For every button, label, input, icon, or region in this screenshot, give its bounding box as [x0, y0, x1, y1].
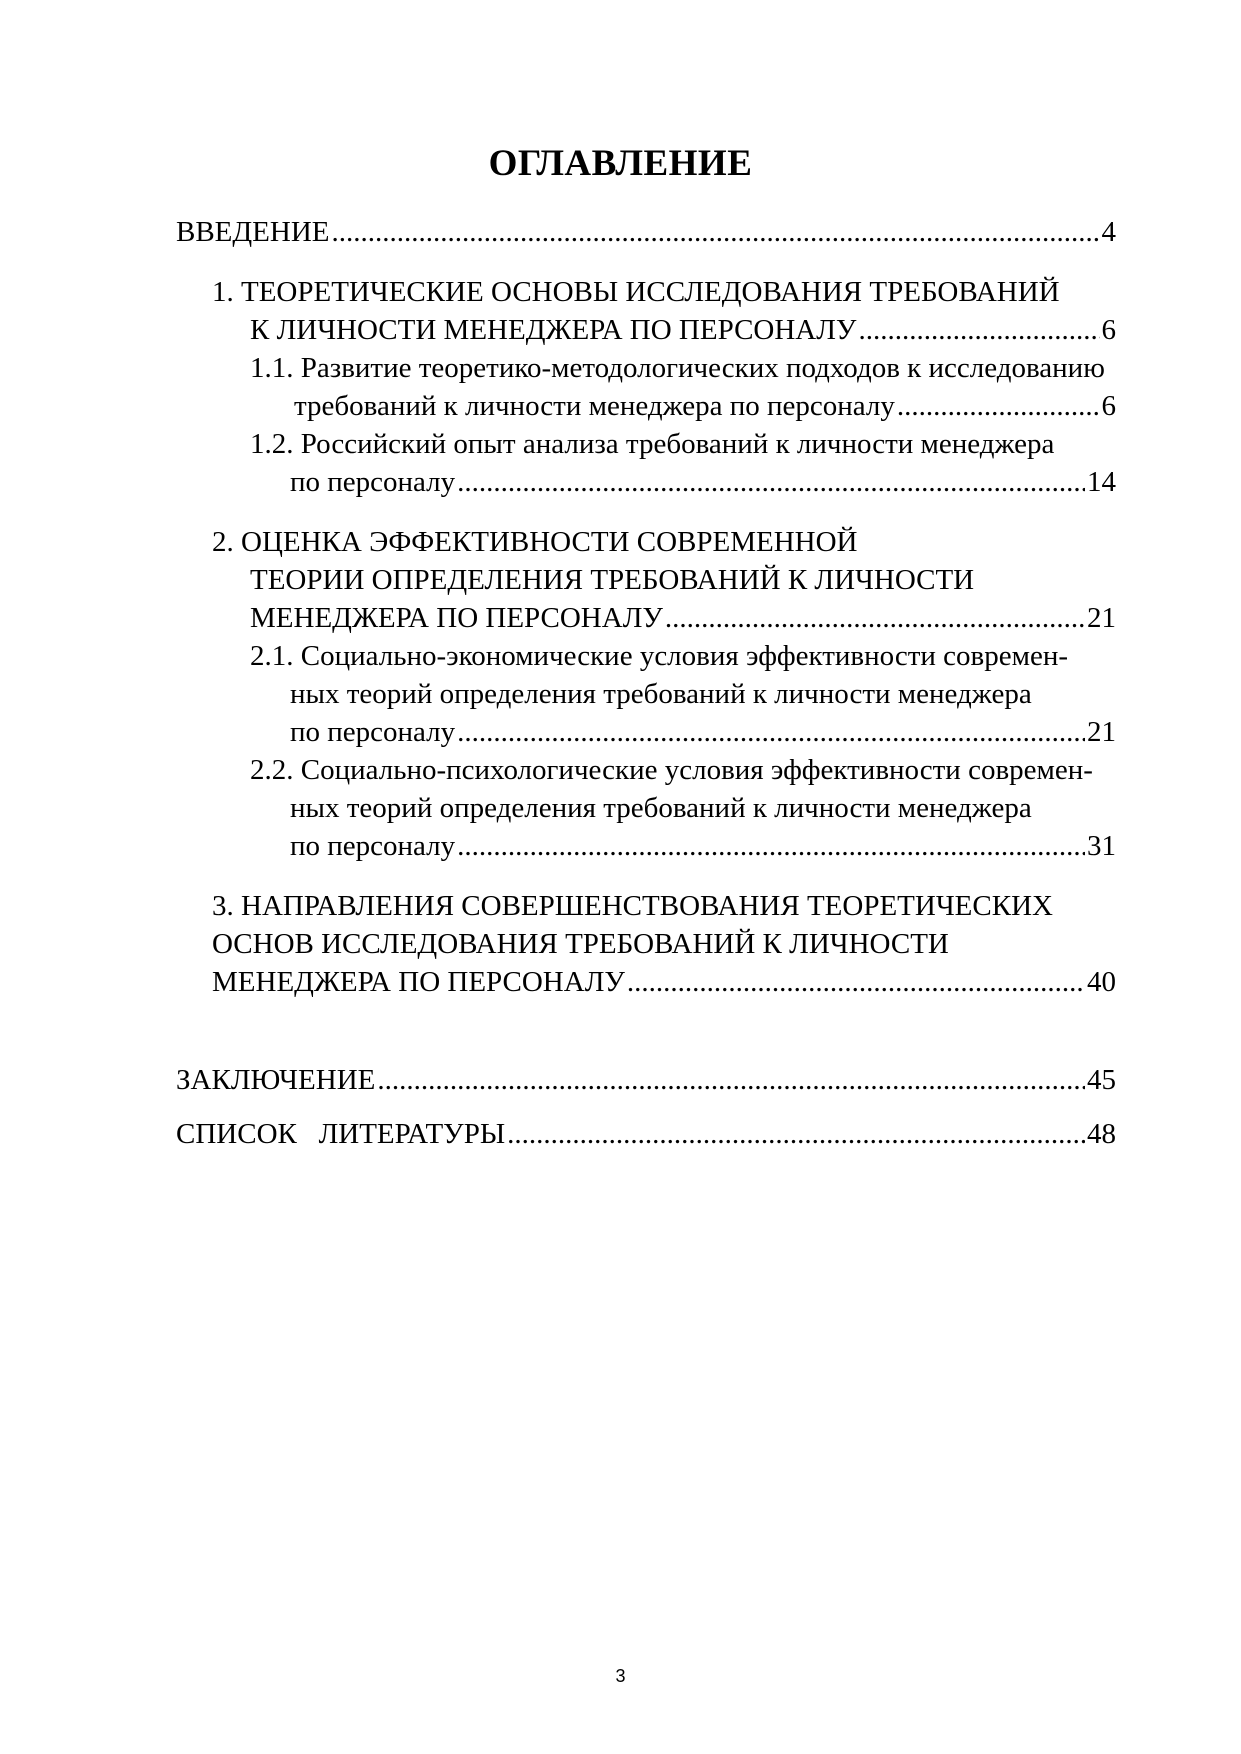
toc-page-number: 21 — [1087, 602, 1116, 634]
page-number: 3 — [615, 1666, 626, 1686]
toc-entry-text: требований к личности менеджера по персоналу — [294, 390, 895, 422]
toc-chapter-2-line2[interactable]: ТЕОРИИ ОПРЕДЕЛЕНИЯ ТРЕБОВАНИЙ К ЛИЧНОСТИ — [250, 564, 975, 596]
toc-page-number: 6 — [1101, 314, 1116, 346]
dot-leader — [665, 599, 1085, 637]
toc-chapter-1[interactable] — [176, 311, 1116, 349]
toc-section-2-1-line1[interactable]: 2.1. Социально-экономические условия эффективности современ- — [250, 640, 1069, 672]
toc-section-2-2-line2[interactable]: ных теорий определения требований к личности менеджера — [290, 792, 1032, 824]
toc-page-number: 14 — [1087, 466, 1116, 498]
toc-section-2-1[interactable] — [176, 713, 1116, 751]
dot-leader — [897, 387, 1100, 425]
toc-entry-text: МЕНЕДЖЕРА ПО ПЕРСОНАЛУ — [212, 966, 625, 998]
dot-leader — [377, 1061, 1085, 1099]
toc-chapter-3-line2[interactable]: ОСНОВ ИССЛЕДОВАНИЯ ТРЕБОВАНИЙ К ЛИЧНОСТИ — [212, 928, 949, 960]
toc-page-number: 21 — [1087, 716, 1116, 748]
toc-entry-text: по персоналу — [290, 716, 456, 748]
toc-page-number: 48 — [1087, 1118, 1116, 1150]
dot-leader — [457, 827, 1085, 865]
dot-leader — [457, 713, 1085, 751]
toc-section-1-1-line1[interactable]: 1.1. Развитие теоретико-методологических подходов к исследованию — [250, 352, 1105, 384]
toc-section-2-2-line1[interactable]: 2.2. Социально-психологические условия эффективности современ- — [250, 754, 1093, 786]
toc-chapter-2[interactable] — [176, 599, 1116, 637]
page-title: ОГЛАВЛЕНИЕ — [488, 143, 753, 184]
toc-page-number: 45 — [1087, 1064, 1116, 1096]
toc-page-number: 4 — [1101, 216, 1116, 248]
toc-chapter-3-line1[interactable]: 3. НАПРАВЛЕНИЯ СОВЕРШЕНСТВОВАНИЯ ТЕОРЕТИЧЕСКИХ — [212, 890, 1053, 922]
toc-entry-text: ЗАКЛЮЧЕНИЕ — [176, 1064, 376, 1096]
toc-section-1-1[interactable] — [176, 387, 1116, 425]
toc-chapter-1-line1[interactable]: 1. ТЕОРЕТИЧЕСКИЕ ОСНОВЫ ИССЛЕДОВАНИЯ ТРЕБОВАНИЙ — [212, 276, 1060, 308]
toc-entry-intro[interactable] — [176, 213, 1116, 251]
toc-entry-text: ВВЕДЕНИЕ — [176, 216, 330, 248]
toc-section-1-2-line1[interactable]: 1.2. Российский опыт анализа требований к личности менеджера — [250, 428, 1055, 460]
toc-section-2-1-line2[interactable]: ных теорий определения требований к личности менеджера — [290, 678, 1032, 710]
toc-page-number: 40 — [1087, 966, 1116, 998]
toc-section-1-2[interactable] — [176, 463, 1116, 501]
toc-entry-text: К ЛИЧНОСТИ МЕНЕДЖЕРА ПО ПЕРСОНАЛУ — [250, 314, 857, 346]
toc-entry-text: МЕНЕДЖЕРА ПО ПЕРСОНАЛУ — [250, 602, 663, 634]
toc-entry-text: по персоналу — [290, 830, 456, 862]
toc-chapter-3[interactable] — [176, 963, 1116, 1001]
toc-entry-text: СПИСОК ЛИТЕРАТУРЫ — [176, 1118, 506, 1150]
dot-leader — [457, 463, 1085, 501]
toc-section-2-2[interactable] — [176, 827, 1116, 865]
dot-leader — [627, 963, 1085, 1001]
toc-page-number: 31 — [1087, 830, 1116, 862]
dot-leader — [507, 1115, 1085, 1153]
toc-entry-text: по персоналу — [290, 466, 456, 498]
toc-entry-conclusion[interactable] — [176, 1061, 1116, 1099]
toc-page-number: 6 — [1101, 390, 1116, 422]
table-of-contents — [176, 213, 1116, 1153]
toc-entry-references[interactable] — [176, 1115, 1116, 1153]
dot-leader — [332, 213, 1100, 251]
dot-leader — [858, 311, 1099, 349]
toc-chapter-2-line1[interactable]: 2. ОЦЕНКА ЭФФЕКТИВНОСТИ СОВРЕМЕННОЙ — [212, 526, 858, 558]
